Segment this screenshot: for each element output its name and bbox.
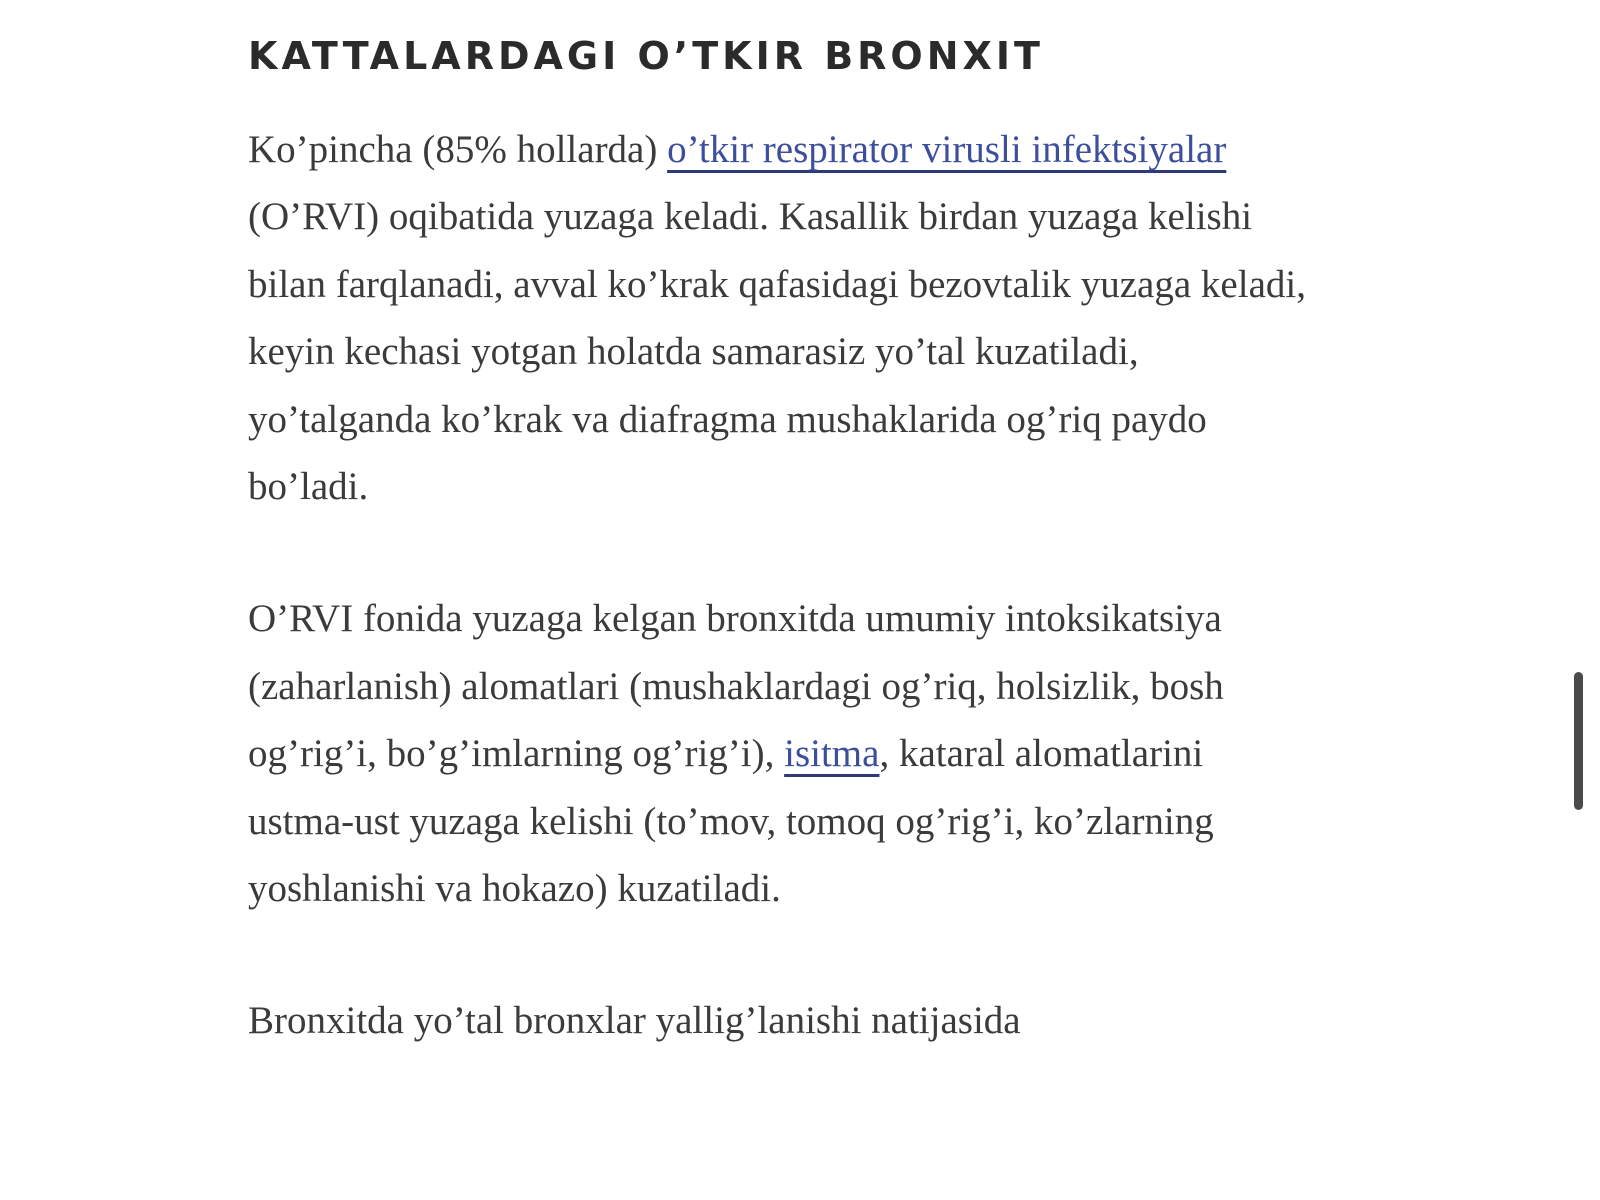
link-acute-respiratory-viral-infections[interactable]: o’tkir respirator virusli infektsiyalar xyxy=(667,128,1227,171)
article-heading: KATTALARDAGI O’TKIR BRONXIT xyxy=(248,34,1044,78)
scrollbar-thumb[interactable] xyxy=(1574,672,1583,810)
paragraph-2-text-end: , kataral alomatlarini ustma-ust yuzaga kelishi (to’mov, tomoq og’rig’i, ko’zlarning yoshlanishi va hokazo) kuzatiladi. xyxy=(248,732,1214,911)
link-fever[interactable]: isitma xyxy=(784,732,880,776)
paragraph-1-text-end: (O’RVI) oqibatida yuzaga keladi. Kasallik birdan yuzaga kelishi bilan farqlanadi, avval ko’krak qafasidagi bezovtalik yuzaga keladi, keyin kechasi yotgan holatda samarasiz yo’tal kuzatiladi, yo’talganda ko’krak va diafragma mushaklarida og’riq paydo bo’ladi. xyxy=(248,195,1306,509)
paragraph-3 xyxy=(248,987,1308,1054)
paragraph-2 xyxy=(248,585,1308,922)
article-content xyxy=(248,30,1328,1120)
paragraph-3-text: Bronxitda yo’tal bronxlar yallig’lanishi natijasida xyxy=(248,999,1021,1043)
paragraph-1-text-start: Ko’pincha (85% hollarda) xyxy=(248,128,668,171)
paragraph-2-text-start: O’RVI fonida yuzaga kelgan bronxitda umumiy intoksikatsiya (zaharlanish) alomatlari (mushaklardagi og’riq, holsizlik, bosh og’rig’i, bo’g’imlarning og’rig’i), xyxy=(248,597,1224,776)
paragraph-1 xyxy=(248,116,1308,520)
